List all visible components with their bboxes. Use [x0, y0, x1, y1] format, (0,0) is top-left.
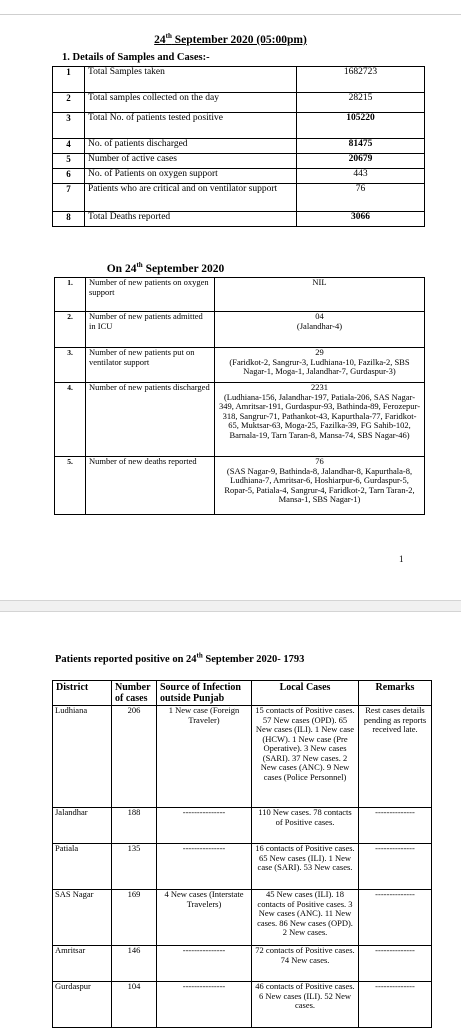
- local-cases: 110 New cases. 78 contacts of Positive cases.: [252, 808, 359, 844]
- row-number: 5: [53, 154, 85, 169]
- page-number: 1: [399, 554, 404, 564]
- row-number: 2: [53, 93, 85, 113]
- table-row: [53, 184, 425, 212]
- source-of-infection: ---------------: [157, 808, 252, 844]
- row-value: 81475: [297, 139, 425, 154]
- table-row: [53, 844, 432, 890]
- case-count: 188: [112, 808, 157, 844]
- table-row: [55, 457, 425, 515]
- district-cases-table: [52, 680, 432, 1028]
- table-row: [53, 212, 425, 227]
- table-row: [53, 946, 432, 982]
- local-cases: 16 contacts of Positive cases. 65 New cases (ILI). 1 New case (SARI). 53 New cases.: [252, 844, 359, 890]
- table-row: [53, 706, 432, 808]
- source-of-infection: ---------------: [157, 982, 252, 1028]
- table-row: [55, 278, 425, 312]
- table-row: [55, 312, 425, 348]
- row-value-cell: [215, 457, 425, 515]
- row-value: 20679: [297, 154, 425, 169]
- report-page-2: [0, 612, 461, 1024]
- row-number: 1: [53, 67, 85, 93]
- district-name: Gurdaspur: [53, 982, 112, 1028]
- case-count: 206: [112, 706, 157, 808]
- table-row: [53, 139, 425, 154]
- report-date-heading: 24th September 2020 (05:00pm): [154, 32, 307, 46]
- samples-cases-table: [52, 66, 425, 227]
- remarks: --------------: [359, 890, 432, 946]
- row-value-cell: [215, 383, 425, 457]
- row-label: Number of new patients put on ventilator support: [86, 348, 215, 383]
- row-value: 1682723: [297, 67, 425, 93]
- row-number: 2.: [55, 312, 86, 348]
- row-value: 29: [315, 347, 324, 357]
- row-value: 04: [315, 311, 324, 321]
- row-number: 5.: [55, 457, 86, 515]
- row-value: 3066: [297, 212, 425, 227]
- row-label: Total Deaths reported: [85, 212, 297, 227]
- header-local-cases: Local Cases: [252, 681, 359, 706]
- table-row: [53, 890, 432, 946]
- source-of-infection: 1 New case (Foreign Traveler): [157, 706, 252, 808]
- case-count: 146: [112, 946, 157, 982]
- table-row: [53, 808, 432, 844]
- day-summary-table: [54, 277, 425, 515]
- row-number: 4: [53, 139, 85, 154]
- district-name: Amritsar: [53, 946, 112, 982]
- row-label: Number of new deaths reported: [86, 457, 215, 515]
- table-header-row: [53, 681, 432, 706]
- row-number: 3.: [55, 348, 86, 383]
- source-of-infection: ---------------: [157, 844, 252, 890]
- table-row: [53, 154, 425, 169]
- district-name: Patiala: [53, 844, 112, 890]
- row-number: 3: [53, 113, 85, 139]
- case-count: 169: [112, 890, 157, 946]
- row-number: 4.: [55, 383, 86, 457]
- remarks: --------------: [359, 982, 432, 1028]
- row-detail: (SAS Nagar-9, Bathinda-8, Jalandhar-8, Kapurthala-8, Ludhiana-7, Amritsar-6, Hoshiarpur-6, Gurdaspur-5, Ropar-5, Patiala-4, Sangrur-4, Faridkot-2, Tarn Taran-2, Mansa-1, SBS Nagar-1): [224, 465, 415, 504]
- remarks: --------------: [359, 808, 432, 844]
- row-value: 105220: [297, 113, 425, 139]
- district-name: Ludhiana: [53, 706, 112, 808]
- row-value-cell: [215, 278, 425, 312]
- row-label: Total Samples taken: [85, 67, 297, 93]
- row-value: 2231: [311, 382, 328, 392]
- row-value: 28215: [297, 93, 425, 113]
- row-label: Total No. of patients tested positive: [85, 113, 297, 139]
- row-label: No. of Patients on oxygen support: [85, 169, 297, 184]
- row-label: Number of new patients discharged: [86, 383, 215, 457]
- case-count: 104: [112, 982, 157, 1028]
- row-label: Number of new patients on oxygen support: [86, 278, 215, 312]
- district-table-title: Patients reported positive on 24th September 2020- 1793: [55, 651, 305, 665]
- samples-section-title: 1. Details of Samples and Cases:-: [62, 52, 210, 63]
- local-cases: 46 contacts of Positive cases. 6 New cases (ILI). 52 New cases.: [252, 982, 359, 1028]
- row-value: NIL: [312, 277, 327, 287]
- header-source: Source of Infection outside Punjab: [157, 681, 252, 706]
- remarks: --------------: [359, 946, 432, 982]
- row-label: No. of patients discharged: [85, 139, 297, 154]
- row-value-cell: [215, 312, 425, 348]
- row-label: Patients who are critical and on ventilator support: [85, 184, 297, 212]
- table-row: [53, 113, 425, 139]
- row-detail: (Faridkot-2, Sangrur-3, Ludhiana-10, Fazilka-2, SBS Nagar-1, Moga-1, Jalandhar-7, Gurdaspur-3): [229, 356, 410, 376]
- remarks: --------------: [359, 844, 432, 890]
- table-row: [53, 67, 425, 93]
- table-row: [53, 982, 432, 1028]
- row-label: Number of active cases: [85, 154, 297, 169]
- local-cases: 72 contacts of Positive cases. 74 New cases.: [252, 946, 359, 982]
- row-value: 76: [297, 184, 425, 212]
- row-value: 76: [315, 456, 324, 466]
- table-row: [53, 169, 425, 184]
- case-count: 135: [112, 844, 157, 890]
- header-number-of-cases: Number of cases: [112, 681, 157, 706]
- row-detail: (Jalandhar-4): [296, 320, 343, 331]
- row-label: Number of new patients admitted in ICU: [86, 312, 215, 348]
- page-top-border: [0, 0, 461, 15]
- table-row: [55, 383, 425, 457]
- row-value-cell: [215, 348, 425, 383]
- row-number: 8: [53, 212, 85, 227]
- remarks: Rest cases details pending as reports received late.: [359, 706, 432, 808]
- row-label: Total samples collected on the day: [85, 93, 297, 113]
- district-name: Jalandhar: [53, 808, 112, 844]
- source-of-infection: 4 New cases (Interstate Travelers): [157, 890, 252, 946]
- header-district: District: [53, 681, 112, 706]
- table-row: [53, 93, 425, 113]
- page-separator: [0, 600, 461, 612]
- row-number: 6: [53, 169, 85, 184]
- local-cases: 45 New cases (ILI). 18 contacts of Positive cases. 3 New cases (ANC). 11 New cases. 86 New cases (OPD). 2 New cases.: [252, 890, 359, 946]
- table-row: [55, 348, 425, 383]
- row-value: 443: [297, 169, 425, 184]
- row-number: 7: [53, 184, 85, 212]
- district-name: SAS Nagar: [53, 890, 112, 946]
- row-detail: (Ludhiana-156, Jalandhar-197, Patiala-206, SAS Nagar-349, Amritsar-191, Gurdaspur-93, Bathinda-89, Ferozepur-318, Sangrur-71, Pathankot-43, Kapurthala-77, Faridkot-65, Muktsar-63, Moga-25, Fazilka-39, FG Sahib-102, Barnala-19, Tarn Taran-8, Mansa-74, SBS Nagar-46): [218, 391, 421, 440]
- header-remarks: Remarks: [359, 681, 432, 706]
- source-of-infection: ---------------: [157, 946, 252, 982]
- day-summary-heading: On 24th September 2020: [106, 261, 225, 275]
- local-cases: 15 contacts of Positive cases. 57 New cases (OPD). 65 New cases (ILI). 1 New case (HCW). 1 New case (Pre Operative). 3 New cases (SARI). 37 New cases. 2 New cases (ANC). 9 New cases (Police Personnel): [252, 706, 359, 808]
- row-number: 1.: [55, 278, 86, 312]
